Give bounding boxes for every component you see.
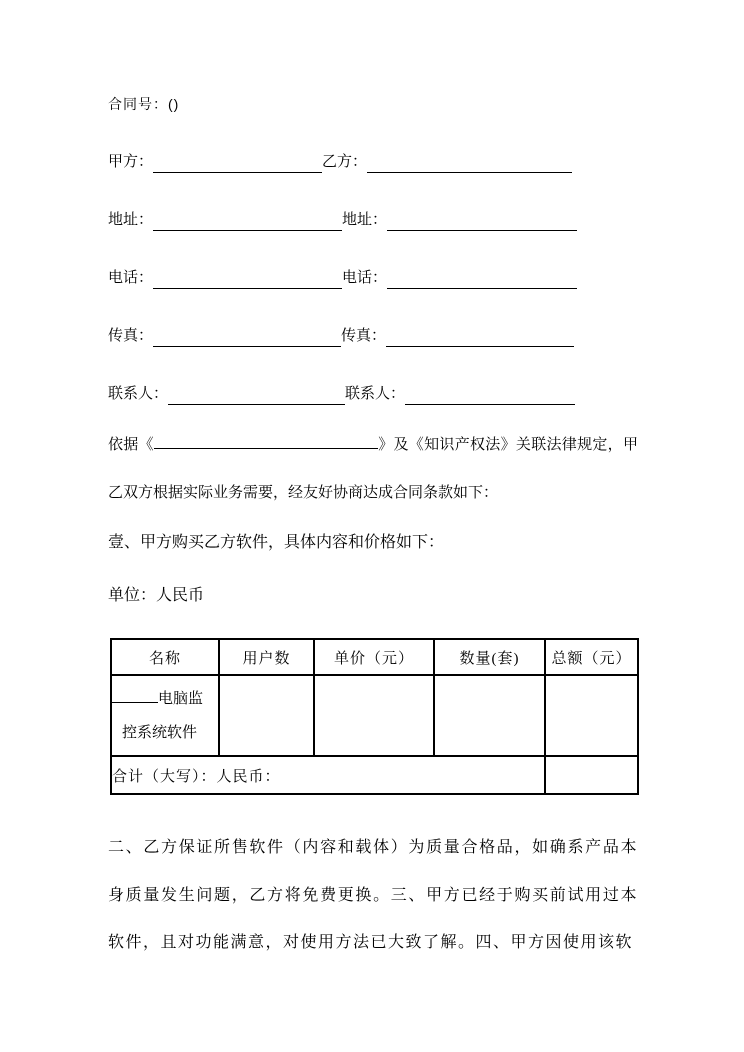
col-header-total: 总额（元） xyxy=(545,639,638,675)
col-header-name: 名称 xyxy=(111,639,219,675)
col-header-unit-price: 单价（元） xyxy=(314,639,434,675)
price-table-header-row xyxy=(111,639,638,675)
party-b-contact-label: 联系人： xyxy=(345,386,406,402)
party-a-fill-line xyxy=(153,152,322,173)
contact-person-row xyxy=(108,382,638,405)
party-b-phone-label: 电话： xyxy=(342,270,388,286)
contract-number: 合同号：() xyxy=(108,96,180,112)
party-a-fax-fill-line xyxy=(153,326,341,347)
party-b-contact-fill-line xyxy=(405,384,575,405)
totals-amount-cell xyxy=(545,756,638,794)
product-name-line1: 电脑监 xyxy=(112,682,218,716)
party-a-label: 甲方： xyxy=(108,154,154,170)
totals-row-label: 合计（大写）：人民币： xyxy=(111,756,545,794)
col-header-user-count: 用户数 xyxy=(219,639,314,675)
totals-row xyxy=(111,756,638,794)
phone-row xyxy=(108,266,638,289)
clause-one-heading: 壹、甲方购买乙方软件，具体内容和价格如下： xyxy=(108,534,445,551)
party-b-address-label: 地址： xyxy=(342,212,388,228)
address-row xyxy=(108,208,638,231)
party-b-address-fill-line xyxy=(387,210,577,231)
fax-row xyxy=(108,324,638,347)
party-b-label: 乙方： xyxy=(322,154,368,170)
party-a-phone-fill-line xyxy=(153,268,342,289)
intro-prefix: 依据《 xyxy=(108,437,154,453)
total-cell xyxy=(545,675,638,756)
quantity-cell xyxy=(434,675,545,756)
product-name-cell xyxy=(111,675,219,756)
product-row xyxy=(111,675,638,756)
unit-price-cell xyxy=(314,675,434,756)
terms-paragraph: 二、乙方保证所售软件（内容和载体）为质量合格品，如确系产品本身质量发生问题，乙方将免费更换。三、甲方已经于购买前试用过本软件，且对功能满意，对使用方法已大致了解。四、甲方因使用该软 xyxy=(108,839,638,951)
product-name-fill-line xyxy=(112,685,158,703)
party-b-fax-label: 传真： xyxy=(341,328,387,344)
col-header-quantity: 数量(套) xyxy=(434,639,545,675)
intro-paragraph xyxy=(108,421,638,517)
party-a-contact-label: 联系人： xyxy=(108,386,169,402)
law-name-fill-line xyxy=(154,434,378,449)
user-count-cell xyxy=(219,675,314,756)
party-b-fill-line xyxy=(367,152,572,173)
party-b-fax-fill-line xyxy=(386,326,574,347)
party-a-address-fill-line xyxy=(153,210,342,231)
party-a-contact-fill-line xyxy=(168,384,345,405)
product-name-line2: 控系统软件 xyxy=(122,724,198,741)
currency-unit-line: 单位：人民币 xyxy=(108,587,205,604)
party-b-phone-fill-line xyxy=(387,268,577,289)
party-name-row xyxy=(108,150,638,173)
party-a-fax-label: 传真： xyxy=(108,328,154,344)
intro-suffix: 》及《知识产权法》关联法律规定，甲乙双方根据实际业务需要，经友好协商达成合同条款如下： xyxy=(108,437,638,501)
party-a-phone-label: 电话： xyxy=(108,270,154,286)
party-a-address-label: 地址： xyxy=(108,212,154,228)
price-table xyxy=(110,638,639,795)
